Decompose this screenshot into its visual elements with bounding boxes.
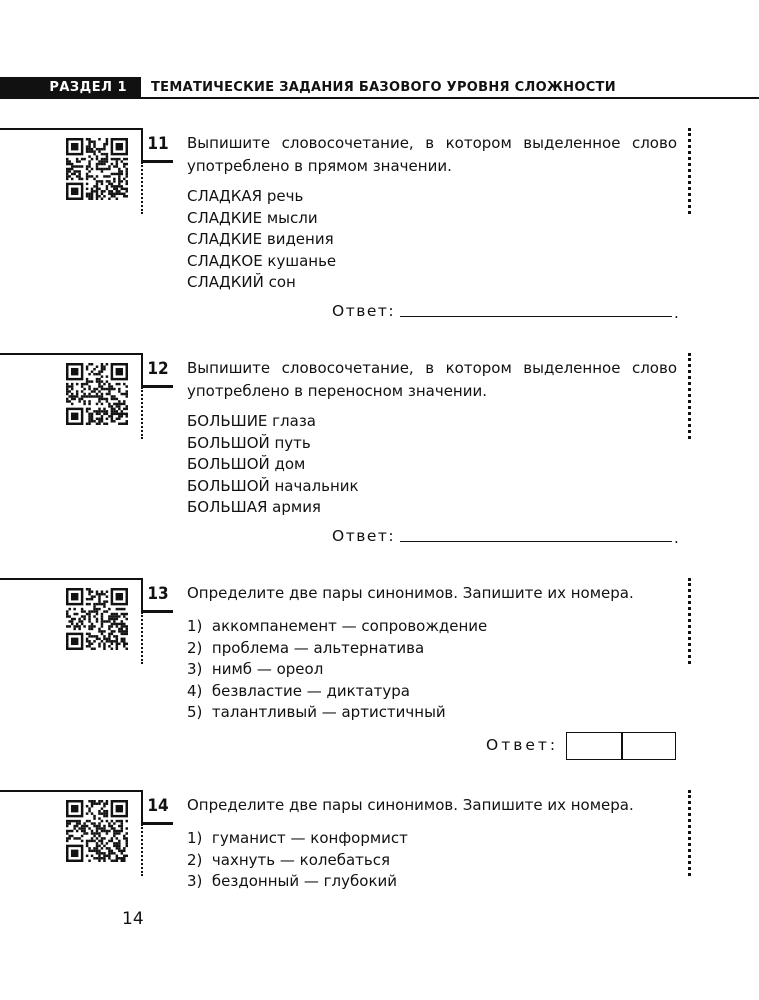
option-item: СЛАДКАЯ речь <box>187 187 304 205</box>
question-text: Определите две пары синонимов. Запишите их номера. <box>187 584 634 602</box>
right-dotted-line <box>688 578 691 664</box>
right-dotted-line <box>688 790 691 876</box>
qr-code-icon <box>66 138 128 200</box>
question-text: Определите две пары синонимов. Запишите их номера. <box>187 796 634 814</box>
option-item: СЛАДКИЙ сон <box>187 273 296 291</box>
option-item: БОЛЬШОЙ путь <box>187 433 311 452</box>
option-item: 5) талантливый — артистичный <box>187 703 446 721</box>
section-header <box>0 77 759 99</box>
answer-input-line[interactable] <box>400 316 672 317</box>
options-list <box>187 828 408 893</box>
options-list <box>187 186 336 294</box>
task-number-box <box>141 578 173 612</box>
option-item: СЛАДКИЕ видения <box>187 230 334 248</box>
task-number-box <box>141 790 173 824</box>
option-item: БОЛЬШОЙ дом <box>187 455 306 473</box>
task-rule <box>0 128 143 130</box>
qr-code-icon <box>66 800 128 862</box>
answer-period: . <box>674 529 679 547</box>
left-dotted-line <box>141 612 143 664</box>
qr-code-icon <box>66 588 128 650</box>
task-number: 14 <box>147 796 169 816</box>
header-rule <box>141 97 759 99</box>
option-item: 1) аккомпанемент — сопровождение <box>187 617 488 635</box>
answer-cells[interactable] <box>566 732 676 760</box>
option-item: 3) бездонный — глубокий <box>187 872 398 890</box>
section-label: РАЗДЕЛ 1 <box>0 77 141 99</box>
task-number-box <box>141 128 173 162</box>
answer-period: . <box>674 304 679 322</box>
qr-code-icon <box>66 363 128 425</box>
option-item: 1) гуманист — конформист <box>187 829 408 847</box>
page-number: 14 <box>122 909 144 929</box>
option-item: БОЛЬШОЙ начальник <box>187 476 359 495</box>
answer-label: Ответ: <box>332 302 396 320</box>
right-dotted-line <box>688 128 691 214</box>
option-item: 2) чахнуть — колебаться <box>187 850 391 869</box>
option-item: 2) проблема — альтернатива <box>187 638 425 657</box>
task-rule <box>0 578 143 580</box>
section-title: ТЕМАТИЧЕСКИЕ ЗАДАНИЯ БАЗОВОГО УРОВНЯ СЛОЖНОСТИ <box>151 80 616 95</box>
option-item: БОЛЬШИЕ глаза <box>187 412 317 430</box>
task-number: 13 <box>147 584 169 604</box>
option-item: СЛАДКОЕ кушанье <box>187 251 337 270</box>
option-item: БОЛЬШАЯ армия <box>187 498 321 516</box>
answer-label: Ответ: <box>486 736 559 754</box>
option-item: 4) безвластие — диктатура <box>187 681 410 700</box>
options-list <box>187 616 487 724</box>
task-rule <box>0 790 143 792</box>
left-dotted-line <box>141 824 143 876</box>
task-rule <box>0 353 143 355</box>
right-dotted-line <box>688 353 691 439</box>
question-text: Выпишите словосочетание, в котором выделенное слово употреблено в прямом значении. <box>187 134 677 175</box>
answer-label: Ответ: <box>332 527 396 545</box>
left-dotted-line <box>141 387 143 439</box>
answer-input-line[interactable] <box>400 541 672 542</box>
task-number-box <box>141 353 173 387</box>
task-number: 12 <box>147 359 169 379</box>
option-item: 3) нимб — ореол <box>187 660 324 678</box>
left-dotted-line <box>141 162 143 214</box>
option-item: СЛАДКИЕ мысли <box>187 208 318 227</box>
question-text: Выпишите словосочетание, в котором выделенное слово употреблено в переносном значении. <box>187 359 677 400</box>
options-list <box>187 411 359 519</box>
task-number: 11 <box>147 134 169 154</box>
